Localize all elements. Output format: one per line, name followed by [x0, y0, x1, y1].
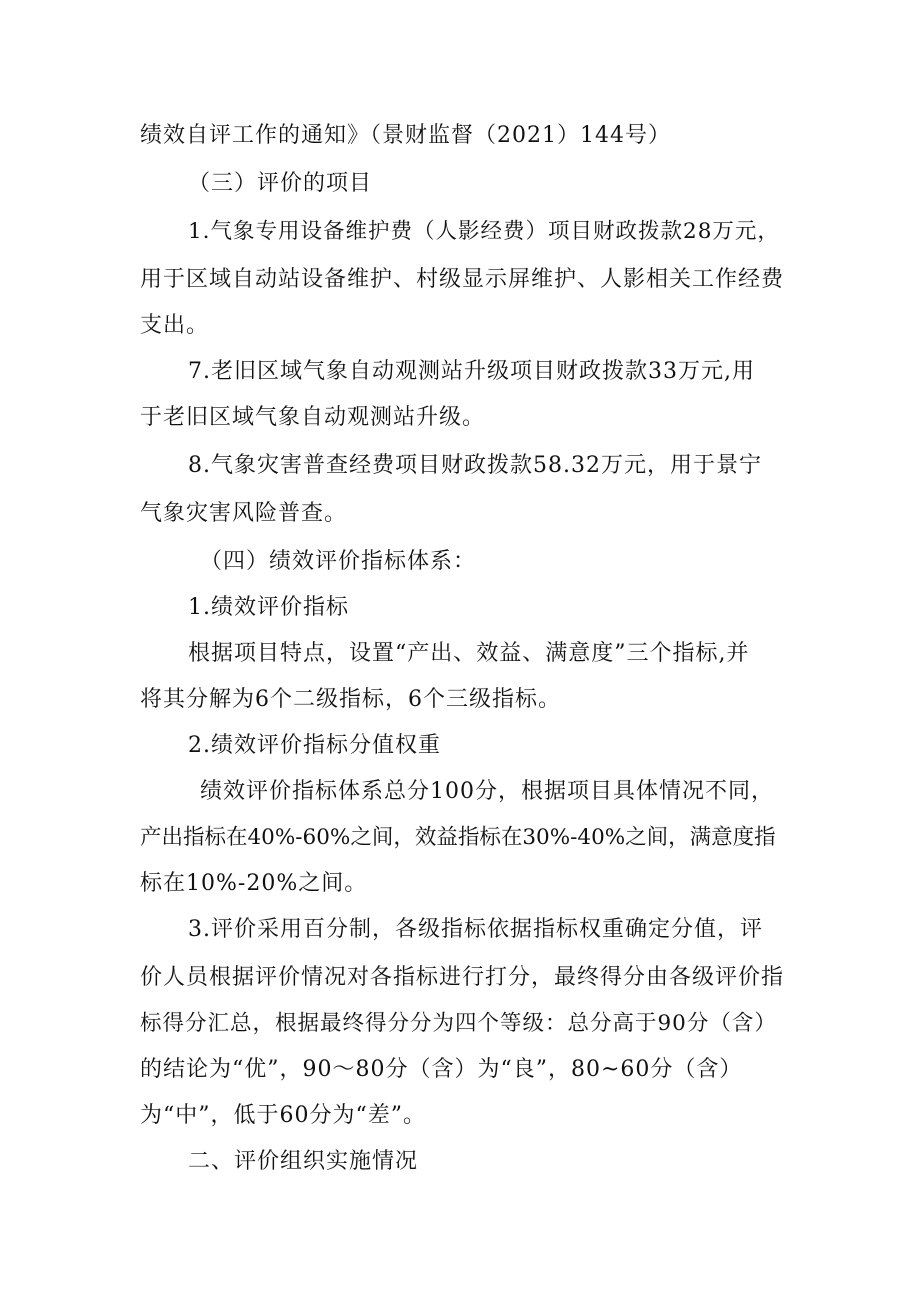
paragraph-line: 标得分汇总，根据最终得分分为四个等级：总分高于90分（含）: [140, 1011, 777, 1036]
paragraph-line: 绩效自评工作的通知》（景财监督（2021）144号）: [140, 123, 671, 148]
subsection-heading: 1.绩效评价指标: [188, 595, 349, 620]
section-heading: （三）评价的项目: [188, 171, 373, 196]
paragraph-line: 气象灾害风险普查。: [140, 501, 348, 526]
chapter-heading: 二、评价组织实施情况: [188, 1149, 419, 1174]
paragraph-line: 根据项目特点，设置“产出、效益、满意度”三个指标,并: [188, 641, 750, 666]
paragraph-line: 绩效评价指标体系总分100分，根据项目具体情况不同，: [200, 779, 774, 804]
paragraph-line: 产出指标在40%-60%之间，效益指标在30%-40%之间，满意度指: [140, 825, 776, 850]
subsection-heading: 2.绩效评价指标分值权重: [188, 733, 441, 758]
paragraph-line: 标在10%-20%之间。: [140, 871, 368, 896]
paragraph-line: 7.老旧区域气象自动观测站升级项目财政拨款33万元,用: [188, 359, 755, 384]
paragraph-line: 用于区域自动站设备维护、村级显示屏维护、人影相关工作经费: [140, 267, 785, 292]
paragraph-line: 于老旧区域气象自动观测站升级。: [140, 405, 486, 430]
paragraph-line: 支出。: [140, 313, 210, 338]
paragraph-line: 为“中”，低于60分为“差”。: [140, 1103, 426, 1128]
paragraph-line: 的结论为“优”，90～80分（含）为“良”，80~60分（含）: [140, 1057, 743, 1082]
paragraph-line: 3.评价采用百分制，各级指标依据指标权重确定分值，评: [188, 917, 763, 942]
paragraph-line: 1.气象专用设备维护费（人影经费）项目财政拨款28万元，: [188, 219, 780, 244]
section-heading: （四）绩效评价指标体系：: [200, 549, 477, 574]
paragraph-line: 价人员根据评价情况对各指标进行打分，最终得分由各级评价指: [140, 965, 785, 990]
paragraph-line: 将其分解为6个二级指标，6个三级指标。: [140, 687, 561, 712]
paragraph-line: 8.气象灾害普查经费项目财政拨款58.32万元，用于景宁: [188, 453, 762, 478]
